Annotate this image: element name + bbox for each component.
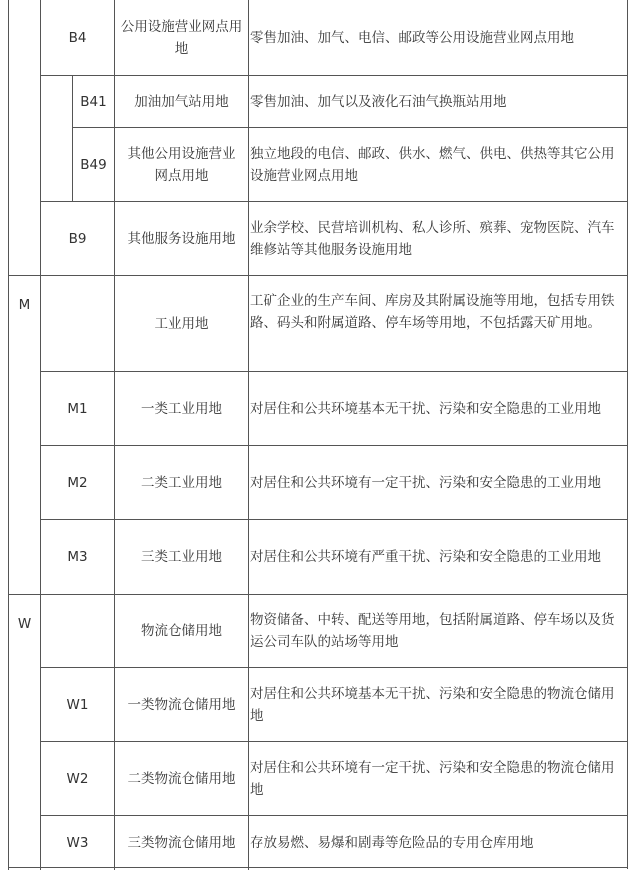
code-cell-w-empty — [40, 594, 114, 667]
name-cell-b41: 加油加气站用地 — [114, 75, 248, 127]
name-cell-b4: 公用设施营业网点用地 — [114, 0, 248, 75]
desc-cell-m2: 对居住和公共环境有一定干扰、污染和安全隐患的工业用地 — [248, 445, 628, 519]
code-cell-m1: M1 — [40, 371, 114, 445]
code-cell-w2: W2 — [40, 741, 114, 815]
category-cell-b-group — [8, 0, 40, 275]
name-cell-w3: 三类物流仓储用地 — [114, 815, 248, 870]
code-cell-m-empty — [40, 275, 114, 371]
desc-cell-m1: 对居住和公共环境基本无干扰、污染和安全隐患的工业用地 — [248, 371, 628, 445]
category-cell-m: M — [8, 275, 40, 594]
desc-cell-b41: 零售加油、加气以及液化石油气换瓶站用地 — [248, 75, 628, 127]
name-cell-b9: 其他服务设施用地 — [114, 201, 248, 275]
table-right-border — [627, 0, 628, 869]
code-cell-m2: M2 — [40, 445, 114, 519]
desc-cell-w2: 对居住和公共环境有一定干扰、污染和安全隐患的物流仓储用地 — [248, 741, 628, 815]
desc-cell-m3: 对居住和公共环境有严重干扰、污染和安全隐患的工业用地 — [248, 519, 628, 594]
name-cell-m1: 一类工业用地 — [114, 371, 248, 445]
desc-cell-w1: 对居住和公共环境基本无干扰、污染和安全隐患的物流仓储用地 — [248, 667, 628, 741]
code-cell-w1: W1 — [40, 667, 114, 741]
name-cell-m3: 三类工业用地 — [114, 519, 248, 594]
code-cell-b4: B4 — [40, 0, 114, 75]
desc-cell-m: 工矿企业的生产车间、库房及其附属设施等用地，包括专用铁路、码头和附属道路、停车场等用地，不包括露天矿用地。 — [248, 275, 628, 371]
desc-cell-b4: 零售加油、加气、电信、邮政等公用设施营业网点用地 — [248, 0, 628, 75]
name-cell-w: 物流仓储用地 — [114, 594, 248, 667]
category-cell-w: W — [8, 594, 40, 870]
name-cell-w2: 二类物流仓储用地 — [114, 741, 248, 815]
subgroup-spacer-cell — [40, 75, 72, 201]
name-cell-m: 工业用地 — [114, 275, 248, 371]
code-cell-b49: B49 — [72, 127, 114, 201]
desc-cell-b9: 业余学校、民营培训机构、私人诊所、殡葬、宠物医院、汽车维修站等其他服务设施用地 — [248, 201, 628, 275]
name-cell-m2: 二类工业用地 — [114, 445, 248, 519]
desc-cell-w3: 存放易燃、易爆和剧毒等危险品的专用仓库用地 — [248, 815, 628, 870]
name-cell-w1: 一类物流仓储用地 — [114, 667, 248, 741]
code-cell-m3: M3 — [40, 519, 114, 594]
code-cell-w3: W3 — [40, 815, 114, 870]
name-cell-b49: 其他公用设施营业网点用地 — [114, 127, 248, 201]
desc-cell-b49: 独立地段的电信、邮政、供水、燃气、供电、供热等其它公用设施营业网点用地 — [248, 127, 628, 201]
code-cell-b41: B41 — [72, 75, 114, 127]
desc-cell-w: 物资储备、中转、配送等用地，包括附属道路、停车场以及货运公司车队的站场等用地 — [248, 594, 628, 667]
code-cell-b9: B9 — [40, 201, 114, 275]
table-bottom-border — [8, 867, 628, 868]
